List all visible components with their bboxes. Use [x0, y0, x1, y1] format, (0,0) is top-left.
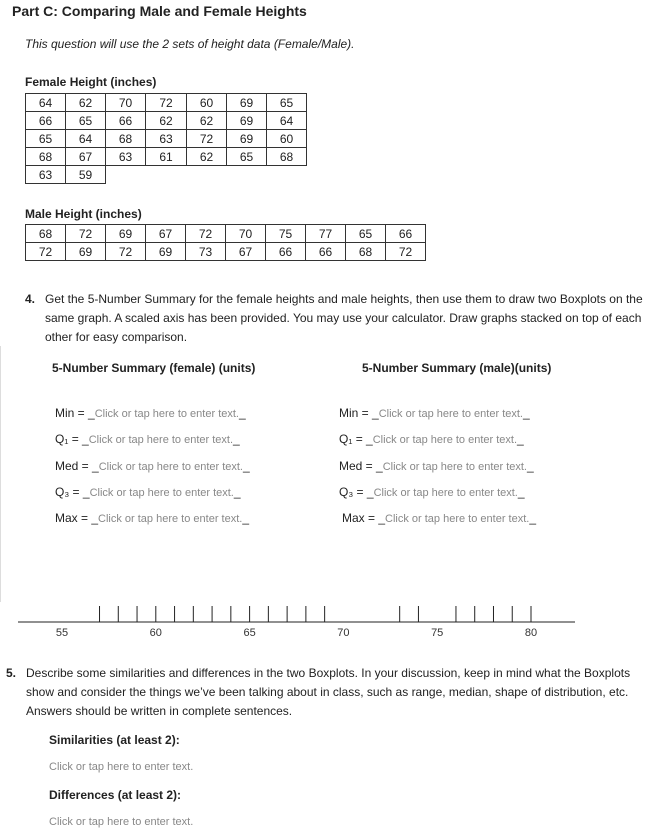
female-height-cell: 69: [227, 130, 267, 148]
male-height-cell: 72: [386, 243, 426, 261]
male-height-cell: 68: [346, 243, 386, 261]
female-height-cell: 60: [187, 94, 227, 112]
intro-text: This question will use the 2 sets of height data (Female/Male).: [25, 37, 355, 51]
male-height-cell: 72: [66, 225, 106, 243]
question-4: [25, 290, 655, 347]
male-table-title: Male Height (inches): [25, 207, 142, 221]
female-summary-row: [55, 432, 240, 446]
axis-tick-label: 75: [431, 627, 444, 639]
female-height-cell: 62: [187, 112, 227, 130]
summary-label: Q₁ = _: [55, 432, 89, 446]
summary-trail: _: [529, 511, 537, 525]
summary-label: Q₃ = _: [55, 485, 90, 499]
summary-trail: _: [243, 459, 250, 473]
male-summary-row: [339, 406, 530, 420]
male-height-cell: 72: [26, 243, 66, 261]
question-5: [6, 664, 660, 721]
summary-trail: _: [242, 511, 250, 525]
female-height-cell: 68: [106, 130, 146, 148]
male-height-cell: 67: [146, 225, 186, 243]
question-5-number: 5.: [6, 666, 17, 680]
female-height-cell: 62: [187, 148, 227, 166]
male-height-cell: 66: [266, 243, 306, 261]
female-height-cell: 68: [26, 148, 66, 166]
summary-label: Min = _: [55, 406, 95, 420]
similarities-label: Similarities (at least 2):: [49, 733, 180, 747]
female-table-row: [26, 130, 307, 148]
summary-label: Max = _: [342, 511, 386, 525]
female-height-cell: 60: [267, 130, 307, 148]
male-summary-input[interactable]: Click or tap here to enter text.: [372, 434, 518, 446]
summary-label: Q₃ = _: [339, 485, 374, 499]
male-height-cell: 75: [266, 225, 306, 243]
part-title: Part C: Comparing Male and Female Heights: [12, 3, 307, 19]
male-height-cell: 70: [226, 225, 266, 243]
female-height-cell: 63: [26, 166, 66, 184]
male-height-cell: 65: [346, 225, 386, 243]
axis-tick-label: 80: [524, 627, 538, 639]
male-table-row: [26, 243, 426, 261]
number-line-axis: [0, 596, 670, 646]
differences-label: Differences (at least 2):: [49, 788, 182, 802]
male-summary-input[interactable]: Click or tap here to enter text.: [378, 408, 523, 420]
male-summary-row: [339, 432, 524, 446]
female-height-cell: 69: [227, 94, 267, 112]
male-height-cell: 69: [146, 243, 186, 261]
summary-label: Q₁ = _: [339, 432, 373, 446]
male-height-cell: 67: [226, 243, 266, 261]
axis-tick-label: 55: [55, 627, 69, 639]
male-height-cell: 69: [106, 225, 146, 243]
summary-trail: _: [233, 485, 241, 499]
female-summary-row: [55, 459, 250, 473]
female-height-cell: 72: [146, 94, 187, 112]
female-height-cell: 68: [267, 148, 307, 166]
female-height-cell: 59: [66, 166, 106, 184]
female-height-cell: 64: [267, 112, 307, 130]
similarities-input[interactable]: Click or tap here to enter text.: [49, 761, 194, 773]
male-summary-input[interactable]: Click or tap here to enter text.: [382, 461, 527, 473]
summary-trail: _: [517, 485, 525, 499]
female-height-cell: 65: [227, 148, 267, 166]
question-5-text: Describe some similarities and differences in the two Boxplots. In your discussion, keep in mind what the Boxplots show and consider the things we’ve been talking about in class, such as range, median, shape of distribution, etc. Answers should be written in complete sentences.: [26, 666, 631, 718]
female-height-cell: 70: [106, 94, 146, 112]
differences-input[interactable]: Click or tap here to enter text.: [49, 816, 194, 828]
summary-trail: _: [522, 406, 530, 420]
female-summary-input[interactable]: Click or tap here to enter text.: [88, 434, 234, 446]
female-table-row: [26, 148, 307, 166]
male-summary-row: [342, 511, 536, 525]
female-height-cell: 69: [227, 112, 267, 130]
female-height-cell: 65: [66, 112, 106, 130]
female-height-cell: 62: [146, 112, 187, 130]
male-summary-row: [339, 485, 525, 499]
summary-label: Med = _: [339, 459, 383, 473]
summary-trail: _: [527, 459, 534, 473]
male-height-cell: 66: [306, 243, 346, 261]
female-summary-header: 5-Number Summary (female) (units): [52, 361, 256, 375]
female-height-table: [25, 93, 307, 184]
question-4-number: 4.: [25, 292, 36, 306]
summary-trail: _: [238, 406, 246, 420]
female-summary-row: [55, 511, 249, 525]
female-height-cell: 66: [26, 112, 66, 130]
female-height-cell: 63: [106, 148, 146, 166]
female-summary-input[interactable]: Click or tap here to enter text.: [89, 487, 234, 499]
female-summary-input[interactable]: Click or tap here to enter text.: [94, 408, 239, 420]
axis-tick-label: 65: [243, 627, 256, 639]
female-table-row: [26, 166, 307, 184]
female-height-cell: 65: [267, 94, 307, 112]
female-height-cell: 65: [26, 130, 66, 148]
female-summary-input[interactable]: Click or tap here to enter text.: [98, 513, 243, 525]
male-height-cell: 69: [66, 243, 106, 261]
summary-trail: _: [233, 432, 240, 446]
female-summary-row: [55, 406, 246, 420]
female-table-row: [26, 112, 307, 130]
axis-tick-label: 70: [337, 627, 350, 639]
margin-rule: [0, 346, 1, 602]
male-height-cell: 68: [26, 225, 66, 243]
male-height-cell: 72: [186, 225, 226, 243]
female-summary-row: [55, 485, 241, 499]
female-height-cell: 67: [66, 148, 106, 166]
male-height-cell: 72: [106, 243, 146, 261]
male-height-cell: 77: [306, 225, 346, 243]
female-height-cell: 63: [146, 130, 187, 148]
male-summary-row: [339, 459, 534, 473]
male-height-table: [25, 224, 426, 261]
summary-label: Min = _: [339, 406, 379, 420]
axis-tick-label: 60: [149, 627, 162, 639]
female-height-cell: 64: [26, 94, 66, 112]
male-summary-input[interactable]: Click or tap here to enter text.: [373, 487, 518, 499]
female-height-cell: 62: [66, 94, 106, 112]
question-4-text: Get the 5-Number Summary for the female heights and male heights, then use them to draw two Boxplots on the same graph. A scaled axis has been provided. You may use your calculator. Draw graphs stacked on top of each other for easy comparison.: [45, 292, 643, 344]
summary-trail: _: [517, 432, 524, 446]
summary-label: Med = _: [55, 459, 99, 473]
male-table-row: [26, 225, 426, 243]
female-table-title: Female Height (inches): [25, 75, 157, 89]
summary-label: Max = _: [55, 511, 99, 525]
female-height-cell: 61: [146, 148, 187, 166]
female-summary-input[interactable]: Click or tap here to enter text.: [98, 461, 243, 473]
male-height-cell: 73: [186, 243, 226, 261]
male-summary-header: 5-Number Summary (male)(units): [362, 361, 552, 375]
female-height-cell: 64: [66, 130, 106, 148]
female-table-row: [26, 94, 307, 112]
female-height-cell: 66: [106, 112, 146, 130]
male-height-cell: 66: [386, 225, 426, 243]
female-height-cell: 72: [187, 130, 227, 148]
male-summary-input[interactable]: Click or tap here to enter text.: [385, 513, 530, 525]
